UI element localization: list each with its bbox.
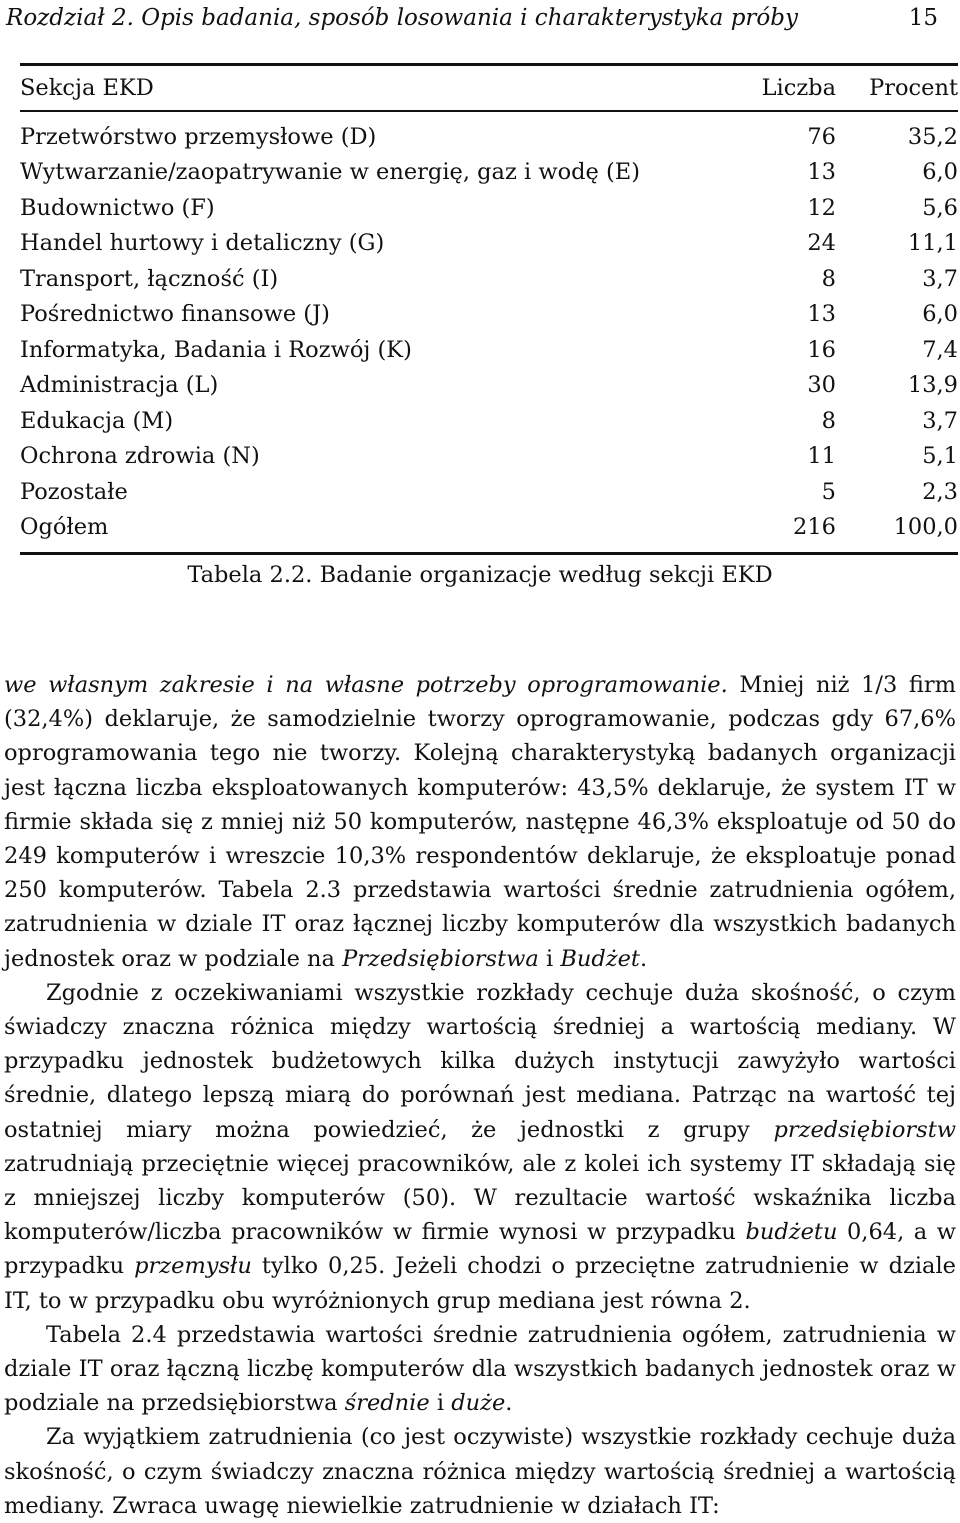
text-run: i: [538, 945, 561, 972]
paragraph-2: [4, 976, 956, 1318]
paragraph-1: [4, 668, 956, 976]
column-header-percent: Procent: [869, 75, 958, 101]
cell-section: Przetwórstwo przemysłowe (D): [20, 123, 377, 150]
cell-section: Administracja (L): [20, 372, 219, 398]
cell-section: Pośrednictwo finansowe (J): [20, 301, 330, 327]
cell-percent: 100,0: [893, 514, 958, 540]
cell-section: Transport, łączność (I): [20, 265, 279, 292]
cell-percent: 7,4: [922, 336, 958, 363]
table-row: [20, 404, 958, 440]
table-bottom-rule: [20, 552, 958, 555]
cell-percent: 3,7: [922, 407, 958, 434]
text-run: .: [505, 1390, 513, 1417]
ekd-body-table: [20, 112, 958, 552]
text-run: Za wyjątkiem zatrudnienia (co jest oczywiste) wszystkie rozkłady cechuje duża skośność, o czym świadczy znaczna różnica między wartością średniej a wartością mediany. Zwraca uwagę niewielkie zatrudnienie w działach IT:: [4, 1424, 956, 1519]
text-italic: budżetu: [745, 1219, 838, 1246]
text-italic: we własnym zakresie i na własne potrzeby oprogramowanie.: [4, 672, 728, 698]
table-row: [20, 297, 958, 333]
page-header: [6, 3, 938, 33]
text-italic: Budżet: [560, 945, 640, 972]
text-run: Tabela 2.4 przedstawia wartości średnie zatrudnienia ogółem, zatrudnienia w dziale IT oraz łączną liczbę komputerów dla wszystkich badanych jednostek oraz w podziale na przedsiębiorstwa: [4, 1321, 956, 1417]
text-run: tylko 0,25. Jeżeli chodzi o przeciętne zatrudnienie w dziale IT, to w przypadku obu wyróżnionych grup mediana jest równa 2.: [4, 1253, 956, 1314]
column-header-section: Sekcja EKD: [20, 75, 154, 101]
table-row: [20, 368, 958, 404]
cell-count: 12: [807, 194, 836, 221]
page-number: 15: [908, 5, 938, 31]
table-row: [20, 226, 958, 262]
cell-count: 76: [807, 123, 836, 150]
paragraph-3: [4, 1318, 956, 1421]
text-run: .: [639, 945, 648, 972]
table-row: [20, 439, 958, 475]
paragraph-4: [4, 1420, 956, 1523]
ekd-table: [20, 63, 958, 555]
cell-section: Informatyka, Badania i Rozwój (K): [20, 336, 412, 363]
table-total-row: [20, 510, 958, 552]
cell-percent: 35,2: [907, 123, 958, 150]
text-italic: przemysłu: [134, 1253, 252, 1280]
table-header-row: [20, 66, 958, 110]
cell-percent: 6,0: [922, 301, 958, 327]
cell-section: Edukacja (M): [20, 407, 174, 434]
cell-count: 5: [821, 478, 836, 505]
cell-count: 8: [821, 407, 836, 434]
table-row: [20, 112, 958, 156]
cell-percent: 6,0: [922, 159, 958, 185]
text-italic: przedsiębiorstw: [773, 1116, 956, 1143]
text-run: zatrudniają przeciętnie więcej pracowników, ale z kolei ich systemy IT składają się z mniejszej liczby komputerów (50). W rezultacie wartość wskaźnika liczba komputerów/liczba pracowników w firmie wynosi w przypadku: [4, 1150, 956, 1246]
text-italic: Przedsiębiorstwa: [342, 945, 539, 972]
cell-percent: 3,7: [922, 265, 958, 292]
cell-percent: 11,1: [907, 230, 958, 256]
chapter-title: Rozdział 2. Opis badania, sposób losowania i charakterystyka próby: [6, 5, 798, 31]
body-text: [4, 668, 956, 1523]
cell-percent: 5,1: [922, 443, 958, 469]
table-caption: Tabela 2.2. Badanie organizacje według sekcji EKD: [187, 562, 773, 588]
cell-count: 16: [807, 336, 836, 363]
cell-count: 11: [807, 443, 836, 469]
cell-section: Ochrona zdrowia (N): [20, 443, 260, 469]
cell-section: Budownictwo (F): [20, 194, 215, 221]
text-run: 0,64, a w przypadku: [4, 1219, 956, 1280]
cell-percent: 2,3: [922, 478, 958, 505]
table-row: [20, 333, 958, 369]
cell-count: 24: [807, 230, 836, 256]
text-run: Mniej niż 1/3 firm (32,4%) deklaruje, że samodzielnie tworzy oprogramowanie, podczas gdy 67,6% oprogramowania tego nie tworzy. Kolejną charakterystyką badanych organizacji jest łączna liczba eksploatowanych komputerów: 43,5% deklaruje, że system IT w firmie składa się z mniej niż 50 komputerów, następne 46,3% eksploatuje od 50 do 249 komputerów i wreszcie 10,3% respondentów deklaruje, że eksploatuje ponad 250 komputerów. Tabela 2.3 przedstawia wartości średnie zatrudnienia ogółem, zatrudnienia w dziale IT oraz łącznej liczby komputerów dla wszystkich badanych jednostek oraz w podziale na: [4, 672, 956, 972]
table-row: [20, 155, 958, 191]
text-italic: duże: [451, 1390, 506, 1417]
cell-count: 8: [821, 265, 836, 292]
table-row: [20, 262, 958, 298]
ekd-data-table: [20, 66, 958, 110]
table-row: [20, 191, 958, 227]
cell-percent: 13,9: [907, 372, 958, 398]
cell-section: Handel hurtowy i detaliczny (G): [20, 230, 385, 256]
column-header-count: Liczba: [761, 75, 836, 101]
cell-section: Pozostałe: [20, 478, 128, 505]
cell-section: Ogółem: [20, 514, 109, 540]
cell-count: 13: [807, 301, 836, 327]
text-italic: średnie: [344, 1390, 430, 1417]
text-run: Zgodnie z oczekiwaniami wszystkie rozkłady cechuje duża skośność, o czym świadczy znaczna różnica między wartością średniej a wartością mediany. W przypadku jednostek budżetowych kilka dużych instytucji zawyżyło wartości średnie, dlatego lepszą miarą do porównań jest mediana. Patrząc na wartość tej ostatniej miary można powiedzieć, że jednostki z grupy: [4, 979, 956, 1143]
cell-percent: 5,6: [922, 194, 958, 221]
text-run: i: [429, 1390, 452, 1417]
cell-count: 216: [793, 514, 836, 540]
cell-count: 30: [807, 372, 836, 398]
cell-count: 13: [807, 159, 836, 185]
table-row: [20, 475, 958, 511]
cell-section: Wytwarzanie/zaopatrywanie w energię, gaz i wodę (E): [20, 159, 640, 185]
